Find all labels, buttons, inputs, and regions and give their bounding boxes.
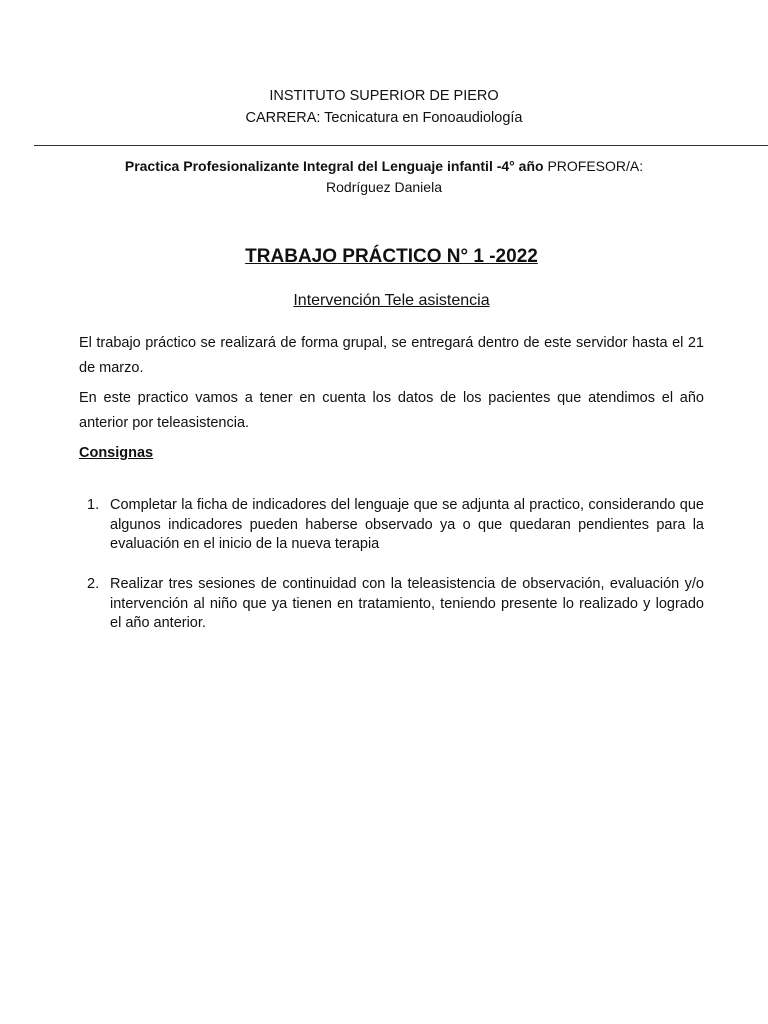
paragraph-context: En este practico vamos a tener en cuenta los datos de los pacientes que atendimos el año anterior por teleasistencia. (79, 390, 704, 431)
header-divider (34, 145, 768, 146)
career-name: CARRERA: Tecnicatura en Fonoaudiología (245, 110, 523, 126)
professor-label: PROFESOR/A: (547, 158, 644, 174)
paragraph-delivery: El trabajo práctico se realizará de forma grupal, se entregará dentro de este servidor hasta el 21 de marzo. (79, 335, 704, 376)
instructions-heading: Consignas (79, 445, 154, 461)
instructions-list (79, 496, 704, 555)
list-item (79, 496, 704, 555)
list-item-number: 2. (87, 576, 100, 592)
professor-name: Rodríguez Daniela (326, 179, 442, 195)
list-item-text: Realizar tres sesiones de continuidad con la teleasistencia de observación, evaluación y/o intervención al niño que ya tienen en tratamiento, teniendo presente lo realizado y logrado el año anterior. (110, 576, 704, 631)
course-name: Practica Profesionalizante Integral del Lenguaje infantil -4° año (124, 158, 544, 174)
instructions-list-continued (79, 575, 704, 634)
document-subtitle: Intervención Tele asistencia (293, 292, 490, 309)
document-title: TRABAJO PRÁCTICO N° 1 -2022 (245, 246, 538, 267)
list-item-number: 1. (87, 497, 100, 513)
institution-name: INSTITUTO SUPERIOR DE PIERO (269, 88, 499, 104)
list-item-text: Completar la ficha de indicadores del lenguaje que se adjunta al practico, considerando que algunos indicadores pueden haberse observado ya o que quedaran pendientes para la evaluación en el inicio de la nueva terapia (110, 497, 704, 552)
list-item (79, 575, 704, 634)
subject-block (60, 156, 708, 198)
